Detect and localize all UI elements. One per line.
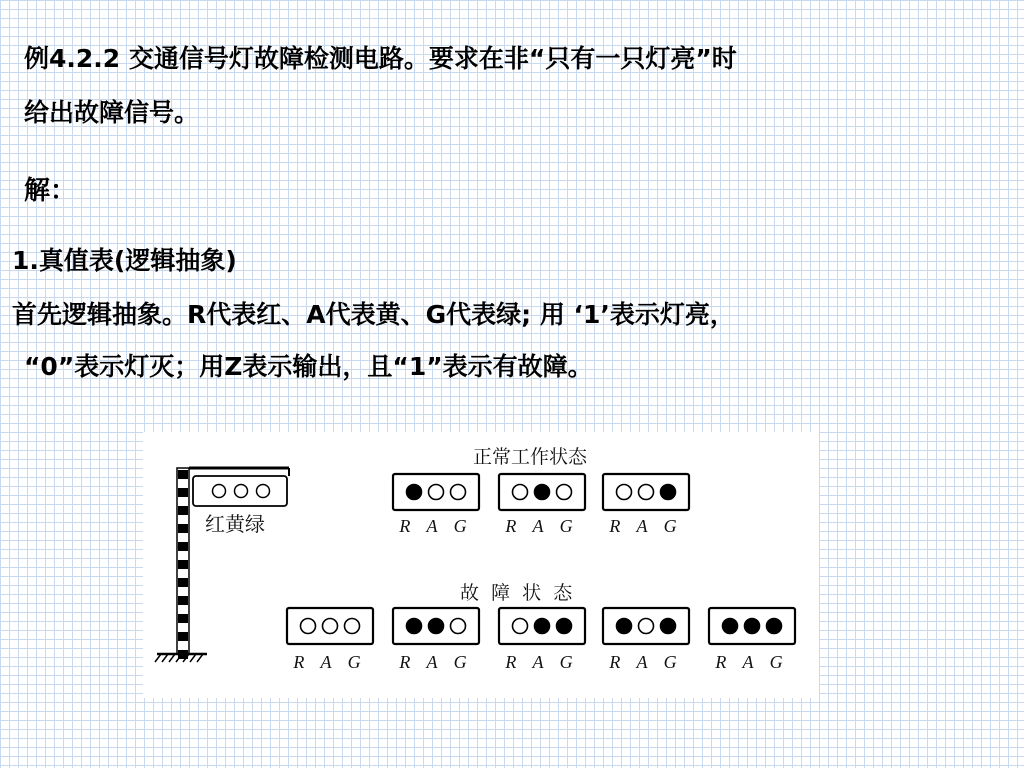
lamp-green-off bbox=[451, 619, 466, 634]
traffic-light-pole bbox=[155, 468, 289, 662]
normal-signal-2 bbox=[499, 474, 585, 536]
lamp-green-off bbox=[345, 619, 360, 634]
lamp-yellow-off bbox=[429, 485, 444, 500]
section-heading: 1.真值表(逻辑抽象) bbox=[12, 246, 237, 275]
description-line2: “0”表示灯灭；用Z表示输出，且“1”表示有故障。 bbox=[24, 352, 593, 381]
fault-signal-5 bbox=[709, 608, 795, 672]
pole-lamp-red bbox=[213, 485, 226, 498]
lamp-green-off bbox=[557, 485, 572, 500]
traffic-light-figure bbox=[143, 432, 819, 698]
rag-label: R A G bbox=[609, 516, 683, 536]
lamp-green-on bbox=[557, 619, 572, 634]
normal-state-lights bbox=[393, 474, 689, 536]
fault-state-lights bbox=[287, 608, 795, 672]
normal-signal-3 bbox=[603, 474, 689, 536]
problem-title-line1: 例4.2.2 交通信号灯故障检测电路。要求在非“只有一只灯亮”时 bbox=[24, 44, 737, 73]
lamp-yellow-on bbox=[535, 485, 550, 500]
pole-lamp-yellow bbox=[235, 485, 248, 498]
description-line1: 首先逻辑抽象。R代表红、A代表黄、G代表绿; 用 ‘1’表示灯亮， bbox=[12, 300, 735, 329]
rag-label: R A G bbox=[609, 652, 683, 672]
pole-label: 红黄绿 bbox=[205, 512, 265, 536]
normal-state-title: 正常工作状态 bbox=[473, 446, 588, 468]
fault-signal-4 bbox=[603, 608, 689, 672]
problem-title-line2: 给出故障信号。 bbox=[24, 98, 200, 127]
lamp-yellow-on bbox=[535, 619, 550, 634]
rag-label: R A G bbox=[505, 652, 579, 672]
lamp-yellow-off bbox=[323, 619, 338, 634]
rag-label: R A G bbox=[399, 652, 473, 672]
fault-signal-1 bbox=[287, 608, 373, 672]
lamp-green-on bbox=[767, 619, 782, 634]
lamp-yellow-on bbox=[429, 619, 444, 634]
lamp-red-on bbox=[617, 619, 632, 634]
rag-label: R A G bbox=[399, 516, 473, 536]
lamp-yellow-off bbox=[639, 619, 654, 634]
pole-lamp-green bbox=[257, 485, 270, 498]
lamp-yellow-on bbox=[745, 619, 760, 634]
lamp-green-on bbox=[661, 619, 676, 634]
lamp-red-off bbox=[301, 619, 316, 634]
rag-label: R A G bbox=[505, 516, 579, 536]
rag-label: R A G bbox=[293, 652, 367, 672]
normal-signal-1 bbox=[393, 474, 479, 536]
lamp-red-off bbox=[513, 619, 528, 634]
fault-signal-3 bbox=[499, 608, 585, 672]
rag-label: R A G bbox=[715, 652, 789, 672]
traffic-light-diagram bbox=[143, 432, 819, 698]
fault-state-title: 故 障 状 态 bbox=[460, 582, 573, 604]
lamp-red-off bbox=[513, 485, 528, 500]
lamp-green-on bbox=[661, 485, 676, 500]
lamp-red-on bbox=[407, 485, 422, 500]
lamp-red-off bbox=[617, 485, 632, 500]
lamp-red-on bbox=[723, 619, 738, 634]
lamp-green-off bbox=[451, 485, 466, 500]
fault-signal-2 bbox=[393, 608, 479, 672]
lamp-yellow-off bbox=[639, 485, 654, 500]
solution-label: 解： bbox=[24, 176, 77, 206]
lamp-red-on bbox=[407, 619, 422, 634]
